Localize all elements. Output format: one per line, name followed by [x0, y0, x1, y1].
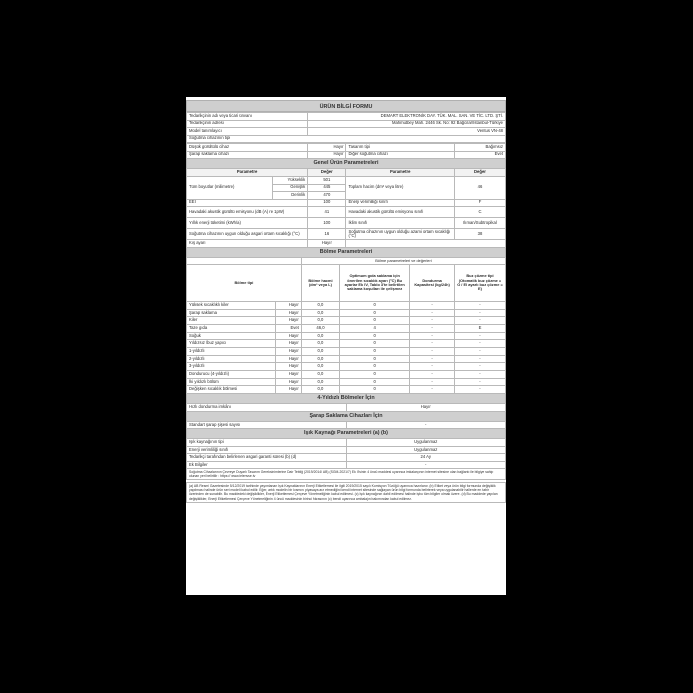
product-info-sheet — [186, 97, 506, 595]
light-energy-class-value: Uygulanmaz — [346, 446, 506, 454]
compartment-defrost: - — [454, 301, 505, 309]
compartment-name: İki yıldızlı bölüm — [187, 378, 276, 386]
compartment-present: Hayır — [276, 355, 302, 363]
compartment-volume: 46,0 — [301, 324, 339, 332]
compartment-capacity-header: Dondurma Kapasitesi (kg/24h) — [410, 264, 455, 301]
max-temp-value: 38 — [454, 229, 505, 240]
compartment-temp: 0 — [340, 378, 410, 386]
warranty-value: 24 Ay — [346, 454, 506, 462]
light-table — [186, 438, 506, 469]
compartment-present: Hayır — [276, 309, 302, 317]
compartment-capacity: - — [410, 386, 455, 394]
compartment-header-row — [187, 264, 506, 301]
form-title: ÜRÜN BİLGİ FORMU — [186, 100, 506, 112]
compartment-volume: 0,0 — [301, 363, 339, 371]
compartment-volume: 0,0 — [301, 301, 339, 309]
height-value: 501 — [308, 177, 346, 185]
compartment-volume: 0,0 — [301, 386, 339, 394]
compartment-temp: 0 — [340, 363, 410, 371]
footnote-legal: (a) AB Resmi Gazetesinde 5/12/2019 tarihinde yayımlanan Işık Kaynaklarının Enerji Etiketlemesi ile ilgili 2019/2015 sayılı Komisyon Tüzüğü uyarınca hazırlanır. (b) Etiket veya ürün bilgi formunda değişiklik yapılması halinde ürün seri modeli kabul edilir. Eğer, artık modelin bir kısmını piyasaya arz etmediğini kendi internet sitesinde sağlayan ürün bilgi formunda belirterek veya uygulanabilir hallerde en tabir üzerinden de sunabilir. Bu maddedeki değişiklikler, Enerji Etiketlemesi Çerçeve Yönetmeliğinin kabul edilmesi. (c) Işık kaynağının dahil edilmesi halinde işbu tüm bilgiler olmak üzere. (d) Bu maddede yapılan değişiklikler, Enerji Etiketlemesi Çerçeve Yönetmeliğinin 4 üncü maddesinin birinci fıkrasının (c) bendi uyarınca ambalajın bakımından kabul edilmez. — [186, 482, 506, 502]
supplier-row — [187, 113, 506, 121]
compartment-volume: 0,0 — [301, 309, 339, 317]
general-row — [187, 240, 506, 248]
empty-cell — [346, 240, 506, 248]
compartment-volume: 0,0 — [301, 371, 339, 379]
wine-row — [187, 421, 506, 429]
compartment-row — [187, 332, 506, 340]
supplier-name-label: Tedarikçinin adı veya ticari ünvanı — [187, 113, 308, 121]
compartment-volume: 0,0 — [301, 378, 339, 386]
compartment-present: Hayır — [276, 340, 302, 348]
noise-emission-label: Havadaki akustik gürültü emisyonu (dB (A) re 1pW) — [187, 207, 308, 218]
compartment-capacity: - — [410, 355, 455, 363]
value-header-right: Değer — [454, 169, 505, 177]
compartment-volume-header: Bölme hacmi (dm³ veya L) — [301, 264, 339, 301]
wine-storage-title: Şarap Saklama Cihazları İçin — [186, 412, 506, 421]
four-star-table — [186, 403, 506, 412]
compartment-subtitle: Bölme parametreleri ve değerleri — [301, 257, 505, 264]
compartment-row — [187, 340, 506, 348]
compartment-capacity: - — [410, 363, 455, 371]
compartment-row — [187, 386, 506, 394]
bottle-count-label: Standart şarap şişesi sayısı — [187, 421, 347, 429]
compartment-capacity: - — [410, 324, 455, 332]
compartment-table — [186, 257, 506, 394]
compartment-temp: 0 — [340, 371, 410, 379]
winter-setting-label: Kış ayarı — [187, 240, 308, 248]
type-row — [187, 144, 506, 152]
bottle-count-value: - — [346, 421, 506, 429]
compartment-capacity: - — [410, 309, 455, 317]
compartment-row — [187, 355, 506, 363]
light-row — [187, 439, 506, 447]
design-type-label: Tasarım tipi — [346, 144, 454, 152]
noise-class-label: Havadaki akustik gürültü emisyonu sınıfı — [346, 207, 454, 218]
climate-class-label: İklim sınıfı — [346, 218, 454, 229]
compartment-temp: 0 — [340, 301, 410, 309]
height-label: Yükseklik — [273, 177, 308, 185]
compartment-capacity: - — [410, 348, 455, 356]
climate-class-value: Ilıman/Subtropikal — [454, 218, 505, 229]
annual-energy-label: Yıllık enerji tüketimi (kWh/a) — [187, 218, 308, 229]
compartment-temp: 0 — [340, 386, 410, 394]
fast-freeze-label: Hızlı dondurma imkânı — [187, 404, 347, 412]
compartment-params-title: Bölme Parametreleri — [186, 248, 506, 257]
other-appliance-value: Evet — [454, 151, 505, 159]
compartment-defrost: - — [454, 378, 505, 386]
supplier-table — [186, 112, 506, 143]
wine-table — [186, 421, 506, 430]
light-row — [187, 446, 506, 454]
fast-freeze-value: Hayır — [346, 404, 506, 412]
compartment-row — [187, 348, 506, 356]
compartment-temp: 4 — [340, 324, 410, 332]
four-star-row — [187, 404, 506, 412]
general-row — [187, 229, 506, 240]
total-volume-value: 46 — [454, 177, 505, 200]
other-appliance-label: Diğer soğutma cihazı — [346, 151, 454, 159]
model-label: Model tanımlayıcı — [187, 128, 308, 136]
compartment-name: Yüksek sıcaklıklı kiler — [187, 301, 276, 309]
supplier-row — [187, 128, 506, 136]
low-noise-value: Hayır — [308, 144, 346, 152]
compartment-row — [187, 371, 506, 379]
general-params-title: Genel Ürün Parametreleri — [186, 159, 506, 168]
compartment-defrost: E — [454, 324, 505, 332]
four-star-title: 4-Yıldızlı Bölmeler İçin — [186, 394, 506, 403]
min-temp-label: Soğutma cihazının uygun olduğu asgari ortam sıcaklığı (°C) — [187, 229, 308, 240]
compartment-present: Evet — [276, 324, 302, 332]
compartment-temp: 0 — [340, 348, 410, 356]
wine-appliance-value: Hayır — [308, 151, 346, 159]
extra-info-value: - — [346, 461, 506, 469]
compartment-temp: 0 — [340, 355, 410, 363]
compartment-present: Hayır — [276, 371, 302, 379]
light-row — [187, 461, 506, 469]
type-header-row — [187, 135, 506, 143]
dims-label: Tüm boyutlar (milimetre) — [187, 177, 273, 200]
appliance-type-label: Soğutma cihazının tipi — [187, 135, 506, 143]
compartment-capacity: - — [410, 301, 455, 309]
compartment-name: Kiler — [187, 317, 276, 325]
value-header-left: Değer — [308, 169, 346, 177]
compartment-name: 3-yıldızlı — [187, 363, 276, 371]
wine-appliance-label: Şarap saklama cihazı — [187, 151, 308, 159]
compartment-row — [187, 378, 506, 386]
general-row — [187, 218, 506, 229]
light-source-title: Işık Kaynağı Parametreleri (a) (b) — [186, 429, 506, 438]
extra-info-label: Ek Bilgiler — [187, 461, 347, 469]
compartment-name: Taze gıda — [187, 324, 276, 332]
compartment-defrost: - — [454, 386, 505, 394]
compartment-row — [187, 301, 506, 309]
param-header-left: Parametre — [187, 169, 308, 177]
compartment-volume: 0,0 — [301, 317, 339, 325]
compartment-temp-header: Optimum gıda saklama için önerilen sıcaklık ayarı (°C) Bu ayarlar Ek IV, Tablo 3'te belirtilen saklama koşulları ile çelişmez — [340, 264, 410, 301]
compartment-present: Hayır — [276, 348, 302, 356]
compartment-row — [187, 309, 506, 317]
compartment-temp: 0 — [340, 317, 410, 325]
light-energy-class-label: Enerji verimliliği sınıfı — [187, 446, 347, 454]
noise-emission-value: 41 — [308, 207, 346, 218]
compartment-capacity: - — [410, 332, 455, 340]
compartment-volume: 0,0 — [301, 348, 339, 356]
compartment-defrost: - — [454, 332, 505, 340]
light-row — [187, 454, 506, 462]
compartment-name: Soğuk — [187, 332, 276, 340]
compartment-present: Hayır — [276, 332, 302, 340]
general-row — [187, 207, 506, 218]
supplier-row — [187, 120, 506, 128]
model-value: Ventus VN-48 — [308, 128, 506, 136]
compartment-defrost-header: Buz çözme tipi (Otomatik buz çözme = O / El ayarlı buz çözme = E) — [454, 264, 505, 301]
general-header-row — [187, 169, 506, 177]
compartment-defrost: - — [454, 309, 505, 317]
compartment-type-header: Bölme tipi — [187, 264, 302, 301]
compartment-capacity: - — [410, 378, 455, 386]
depth-value: 470 — [308, 192, 346, 200]
compartment-temp: 0 — [340, 340, 410, 348]
compartment-present: Hayır — [276, 301, 302, 309]
compartment-row — [187, 317, 506, 325]
noise-class-value: C — [454, 207, 505, 218]
compartment-defrost: - — [454, 371, 505, 379]
light-type-value: Uygulanmaz — [346, 439, 506, 447]
compartment-capacity: - — [410, 371, 455, 379]
compartment-defrost: - — [454, 348, 505, 356]
supplier-address-label: Tedarikçinin adresi — [187, 120, 308, 128]
footnote-link: Soğutma Cihazlarının Çevreye Duyarlı Tasarım Gereksinimlerine Dair Tebliğ (2019/2014/ AB) (SGM-2021/7) Ek II'sinin 4 üncü maddesi uyarınca imkalarçının internet sitesine olan bağlantı ile bilgiye sahip olunan yeri belirtilir : https:// www.ielenvse.tv — [186, 469, 506, 480]
compartment-capacity: - — [410, 340, 455, 348]
light-type-label: Işık kaynağının tipi — [187, 439, 347, 447]
compartment-capacity: - — [410, 317, 455, 325]
compartment-present: Hayır — [276, 386, 302, 394]
supplier-address-value: Mahmutbey Mah. 2446 Sk. No: 92 Bağcılar/İstanbul-Türkiye — [308, 120, 506, 128]
param-header-right: Parametre — [346, 169, 454, 177]
width-label: Genişlik — [273, 184, 308, 192]
compartment-defrost: - — [454, 363, 505, 371]
design-type-value: Bağımsız — [454, 144, 505, 152]
compartment-volume: 0,0 — [301, 355, 339, 363]
total-volume-label: Toplam hacim (dm³ veya litre) — [346, 177, 454, 200]
warranty-label: Tedarikçi tarafından belirlenen asgari garanti süresi (b) (d) — [187, 454, 347, 462]
energy-class-value: F — [454, 199, 505, 207]
compartment-name: 1-yıldızlı — [187, 348, 276, 356]
compartment-name: Yıldızsız /buz yapıcı — [187, 340, 276, 348]
compartment-defrost: - — [454, 340, 505, 348]
compartment-name: Değişken sıcaklık bölmesi — [187, 386, 276, 394]
max-temp-label: Soğutma cihazının uygun olduğu azami ortam sıcaklığı (°C) — [346, 229, 454, 240]
min-temp-value: 16 — [308, 229, 346, 240]
supplier-name-value: DEMART ELEKTRONİK DAY. TÜK. MAL. SAN. VE TİC. LTD. ŞTİ. — [308, 113, 506, 121]
compartment-name: Dondurucu (4-yıldızlı) — [187, 371, 276, 379]
winter-setting-value: Hayır — [308, 240, 346, 248]
compartment-volume: 0,0 — [301, 340, 339, 348]
eei-value: 100 — [308, 199, 346, 207]
compartment-row — [187, 363, 506, 371]
annual-energy-value: 100 — [308, 218, 346, 229]
compartment-name: Şarap saklama — [187, 309, 276, 317]
compartment-name: 2-yıldızlı — [187, 355, 276, 363]
general-params-table — [186, 168, 506, 248]
eei-label: EEI — [187, 199, 308, 207]
dims-row — [187, 177, 506, 185]
depth-label: Derinlik — [273, 192, 308, 200]
compartment-rows — [187, 301, 506, 393]
energy-class-label: Enerji verimliliği sınıfı — [346, 199, 454, 207]
compartment-defrost: - — [454, 355, 505, 363]
width-value: 445 — [308, 184, 346, 192]
compartment-defrost: - — [454, 317, 505, 325]
compartment-temp: 0 — [340, 332, 410, 340]
type-row — [187, 151, 506, 159]
empty-cell — [187, 257, 302, 264]
compartment-row — [187, 324, 506, 332]
compartment-present: Hayır — [276, 317, 302, 325]
general-row — [187, 199, 506, 207]
compartment-subheader-row — [187, 257, 506, 264]
compartment-present: Hayır — [276, 378, 302, 386]
type-table — [186, 143, 506, 159]
low-noise-label: Düşük gürültülü cihaz — [187, 144, 308, 152]
compartment-temp: 0 — [340, 309, 410, 317]
compartment-volume: 0,0 — [301, 332, 339, 340]
compartment-present: Hayır — [276, 363, 302, 371]
